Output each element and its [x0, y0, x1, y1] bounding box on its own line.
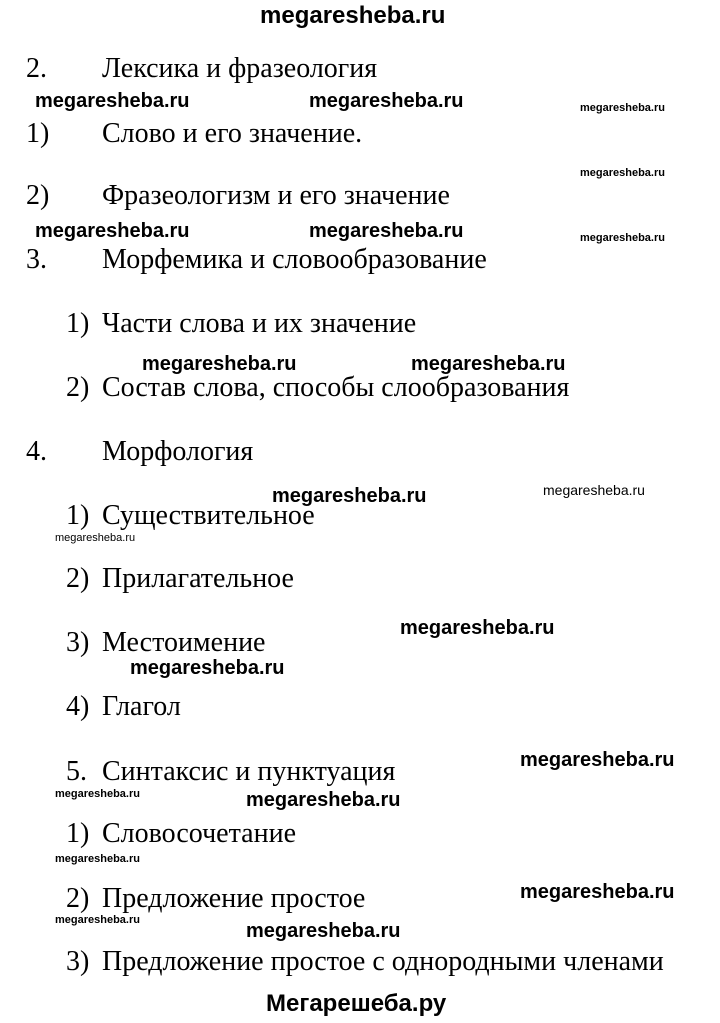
watermark: megaresheba.ru	[55, 853, 140, 865]
list-item-label: Слово и его значение.	[102, 118, 363, 149]
list-item-number: 3)	[66, 627, 90, 658]
list-item-label: Фразеологизм и его значение	[102, 180, 450, 211]
section-4-title: Морфология	[102, 436, 254, 467]
watermark: megaresheba.ru	[35, 220, 190, 242]
watermark: megaresheba.ru	[55, 914, 140, 926]
watermark: megaresheba.ru	[580, 167, 665, 179]
list-item-number: 2)	[66, 883, 90, 914]
list-item-label: Местоимение	[102, 627, 266, 658]
list-item-label: Прилагательное	[102, 563, 294, 594]
section-5-title: Синтаксис и пунктуация	[102, 756, 396, 787]
list-item-label: Состав слова, способы слообразования	[102, 372, 570, 403]
section-2-title: Лексика и фразеология	[102, 53, 378, 84]
watermark: megaresheba.ru	[246, 789, 401, 811]
watermark: megaresheba.ru	[35, 90, 190, 112]
watermark: megaresheba.ru	[55, 788, 140, 800]
watermark-header: megaresheba.ru	[260, 2, 446, 29]
section-3-number: 3.	[26, 244, 47, 275]
watermark: megaresheba.ru	[142, 353, 297, 375]
watermark: megaresheba.ru	[580, 232, 665, 244]
list-item-number: 3)	[66, 946, 90, 977]
list-item-label: Существительное	[102, 500, 315, 531]
watermark: megaresheba.ru	[246, 920, 401, 942]
list-item-number: 1)	[26, 118, 50, 149]
watermark: megaresheba.ru	[400, 617, 555, 639]
watermark: megaresheba.ru	[55, 532, 136, 544]
watermark: megaresheba.ru	[411, 353, 566, 375]
list-item-number: 1)	[66, 500, 90, 531]
list-item-label: Части слова и их значение	[102, 308, 417, 339]
watermark: megaresheba.ru	[520, 881, 675, 903]
watermark: megaresheba.ru	[130, 657, 285, 679]
list-item-number: 1)	[66, 308, 90, 339]
watermark-footer: Мегарешеба.ру	[266, 990, 447, 1017]
watermark: megaresheba.ru	[580, 102, 665, 114]
section-3-title: Морфемика и словообразование	[102, 244, 487, 275]
watermark: megaresheba.ru	[543, 482, 645, 498]
watermark: megaresheba.ru	[309, 90, 464, 112]
list-item-label: Предложение простое	[102, 883, 366, 914]
list-item-number: 2)	[66, 372, 90, 403]
list-item-number: 2)	[66, 563, 90, 594]
watermark: megaresheba.ru	[272, 485, 427, 507]
list-item-label: Словосочетание	[102, 818, 296, 849]
list-item-number: 2)	[26, 180, 50, 211]
list-item-label: Глагол	[102, 691, 181, 722]
list-item-number: 1)	[66, 818, 90, 849]
section-4-number: 4.	[26, 436, 47, 467]
list-item-label: Предложение простое с однородными членами	[102, 946, 664, 977]
section-2-number: 2.	[26, 53, 47, 84]
list-item-number: 4)	[66, 691, 90, 722]
watermark: megaresheba.ru	[520, 749, 675, 771]
section-5-number: 5.	[66, 756, 87, 787]
watermark: megaresheba.ru	[309, 220, 464, 242]
